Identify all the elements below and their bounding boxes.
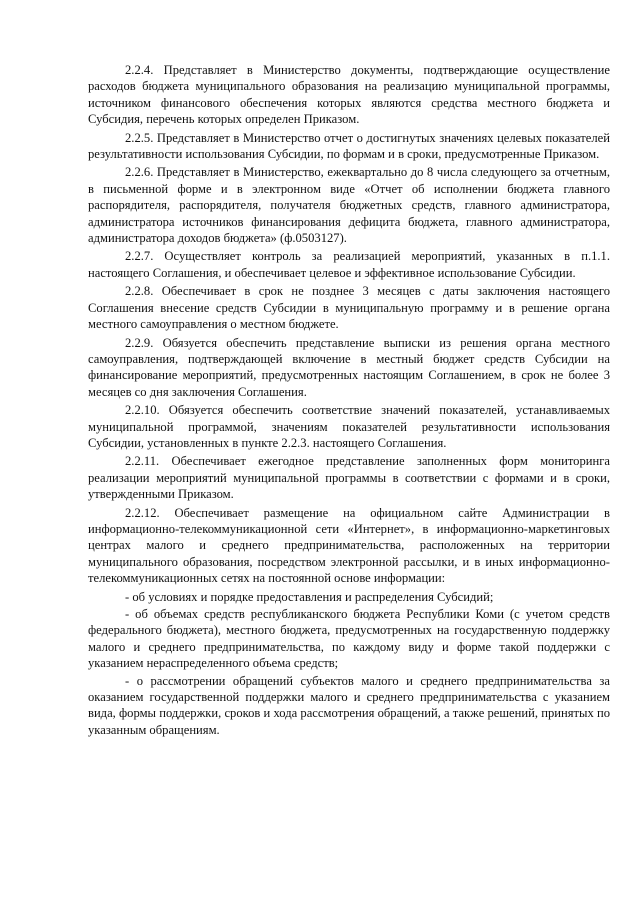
paragraph-2-2-9: 2.2.9. Обязуется обеспечить представление выписки из решения органа местного самоуправления, подтверждающей включение в местный бюджет средств Субсидии на финансирование мероприятий, предусмотренных настоящим Соглашением, в срок не более 3 месяцев со дня заключения Соглашения. bbox=[88, 335, 610, 399]
paragraph-2-2-7: 2.2.7. Осуществляет контроль за реализацией мероприятий, указанных в п.1.1. настоящего Соглашения, и обеспечивает целевое и эффективное использование Субсидии. bbox=[88, 249, 610, 280]
paragraph-2-2-6: 2.2.6. Представляет в Министерство, ежеквартально до 8 числа следующего за отчетным, в письменной форме и в электронном виде «Отчет об исполнении бюджета главного распорядителя, распорядителя, получателя бюджетных средств, главного администратора, администратора источников финансирования дефицита бюджета, главного администратора, администратора доходов бюджета» (ф.0503127). bbox=[88, 165, 610, 246]
paragraph-2-2-8: 2.2.8. Обеспечивает в срок не позднее 3 месяцев с даты заключения настоящего Соглашения внесение средств Субсидии в муниципальную программу и в решение органа местного самоуправления о местном бюджете. bbox=[88, 284, 610, 332]
paragraph-2-2-11: 2.2.11. Обеспечивает ежегодное представление заполненных форм мониторинга реализации мероприятий муниципальной программы в соответствии с формами и в сроки, утвержденными Приказом. bbox=[88, 454, 610, 502]
paragraph-2-2-5: 2.2.5. Представляет в Министерство отчет о достигнутых значениях целевых показателей результативности использования Субсидии, по формам и в сроки, предусмотренные Приказом. bbox=[88, 130, 610, 162]
list-item-appeals: - о рассмотрении обращений субъектов малого и среднего предпринимательства за оказанием государственной поддержки малого и среднего предпринимательства с указанием вида, формы поддержки, сроков и хода рассмотрения обращений, а также решений, принятых по указанным обращениям. bbox=[88, 673, 610, 737]
paragraph-2-2-4: 2.2.4. Представляет в Министерство документы, подтверждающие осуществление расходов бюджета муниципального образования на реализацию муниципальной программы, источником финансового обеспечения которых являются средства местного бюджета и Субсидия, перечень которых определен Приказом. bbox=[88, 63, 610, 127]
list-item-conditions: - об условиях и порядке предоставления и распределения Субсидий; bbox=[125, 589, 494, 604]
paragraph-2-2-10: 2.2.10. Обязуется обеспечить соответствие значений показателей, устанавливаемых муниципальной программой, значениям показателей результативности использования Субсидии, установленных в пункте 2.2.3. настоящего Соглашения. bbox=[88, 403, 610, 450]
paragraph-2-2-12: 2.2.12. Обеспечивает размещение на официальном сайте Администрации в информационно-телекоммуникационной сети «Интернет», в информационно-маркетинговых центрах малого и среднего предпринимательства, расположенных на территории муниципального образования, посредством электронной рассылки, и в иных информационно-телекоммуникационных сетях на постоянной основе информации: bbox=[88, 505, 610, 586]
list-item-volumes: - об объемах средств республиканского бюджета Республики Коми (с учетом средств федерального бюджета), местного бюджета, предусмотренных на государственную поддержку малого и среднего предпринимательства, по каждому виду и форме такой поддержки с указанием нераспределенного объема средств; bbox=[88, 607, 610, 671]
